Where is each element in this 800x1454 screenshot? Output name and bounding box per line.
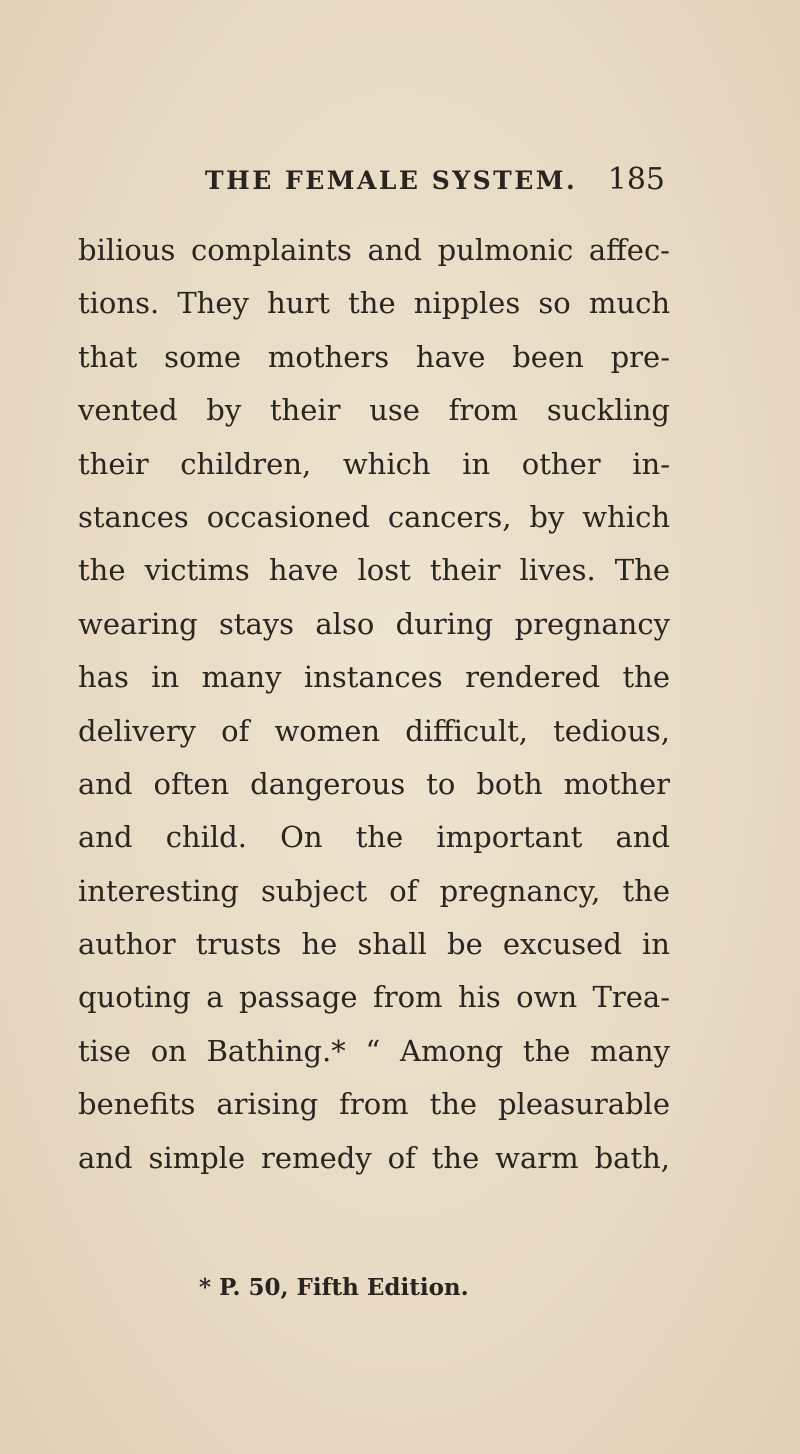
page-number: 185: [607, 162, 665, 197]
text-line: bilious complaints and pulmonic affec-: [78, 233, 670, 267]
text-line: vented by their use from suckling: [78, 393, 670, 428]
text-line: wearing stays also during pregnancy: [78, 606, 670, 641]
text-line: has in many instances rendered the: [78, 660, 670, 695]
footnote: * P. 50, Fifth Edition.: [199, 1274, 469, 1301]
text-line: tise on Bathing.* “ Among the many: [78, 1033, 670, 1068]
text-line: author trusts he shall be excused in: [78, 927, 670, 962]
text-line: stances occasioned cancers, by which: [78, 499, 670, 534]
text-line: benefits arising from the pleasurable: [78, 1087, 670, 1122]
body-text: [78, 224, 670, 1185]
text-line: and simple remedy of the warm bath,: [78, 1140, 670, 1175]
text-line: and child. On the important and: [78, 820, 670, 855]
running-head: [205, 162, 665, 202]
text-line: and often dangerous to both mother: [78, 766, 670, 801]
text-line: their children, which in other in-: [78, 446, 670, 481]
text-line: quoting a passage from his own Trea-: [78, 980, 670, 1015]
text-line: tions. They hurt the nipples so much: [78, 286, 670, 321]
text-line: that some mothers have been pre-: [78, 339, 670, 374]
text-line: the victims have lost their lives. The: [78, 553, 670, 588]
text-line: interesting subject of pregnancy, the: [78, 873, 670, 908]
text-line: delivery of women difficult, tedious,: [78, 713, 670, 748]
running-title: THE FEMALE SYSTEM.: [205, 166, 578, 195]
